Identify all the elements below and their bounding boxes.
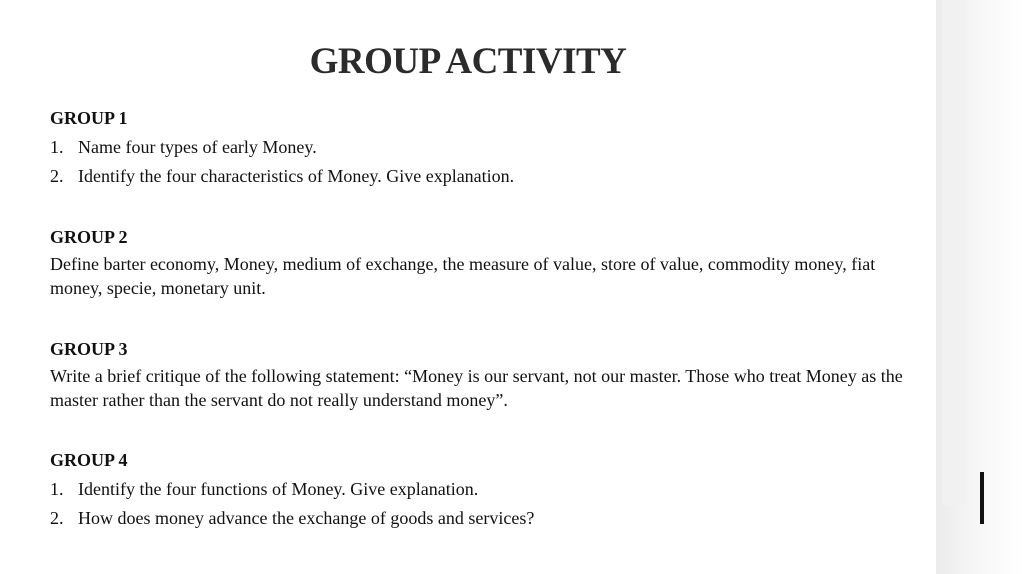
question-list <box>50 133 930 191</box>
list-item <box>50 504 930 533</box>
group-4-section <box>50 446 930 533</box>
group-heading: GROUP 3 <box>50 339 128 359</box>
item-text: Identify the four functions of Money. Give explanation. <box>78 479 479 499</box>
text-cursor-bar <box>980 472 984 524</box>
slide-title: GROUP ACTIVITY <box>309 41 627 82</box>
item-number: 1. <box>50 137 64 157</box>
group-2-section <box>50 223 930 300</box>
group-heading: GROUP 4 <box>50 450 128 470</box>
group-task-text: Write a brief critique of the following statement: “Money is our servant, not our master. Those who treat Money as the master rather than the servant do not really understand money”. <box>50 366 903 410</box>
group-task-text: Define barter economy, Money, medium of exchange, the measure of value, store of value, commodity money, fiat money, specie, monetary unit. <box>50 254 876 298</box>
item-text: Identify the four characteristics of Money. Give explanation. <box>78 166 515 186</box>
question-list <box>50 475 930 533</box>
item-number: 1. <box>50 479 64 499</box>
group-3-section <box>50 335 930 412</box>
item-text: Name four types of early Money. <box>78 137 317 157</box>
list-item <box>50 133 930 162</box>
item-text: How does money advance the exchange of goods and services? <box>78 508 535 528</box>
item-number: 2. <box>50 166 64 186</box>
item-number: 2. <box>50 508 64 528</box>
list-item <box>50 475 930 504</box>
group-heading: GROUP 1 <box>50 108 128 128</box>
side-panel-strip <box>942 0 966 505</box>
group-1-section <box>50 104 930 191</box>
group-heading: GROUP 2 <box>50 227 128 247</box>
list-item <box>50 162 930 191</box>
